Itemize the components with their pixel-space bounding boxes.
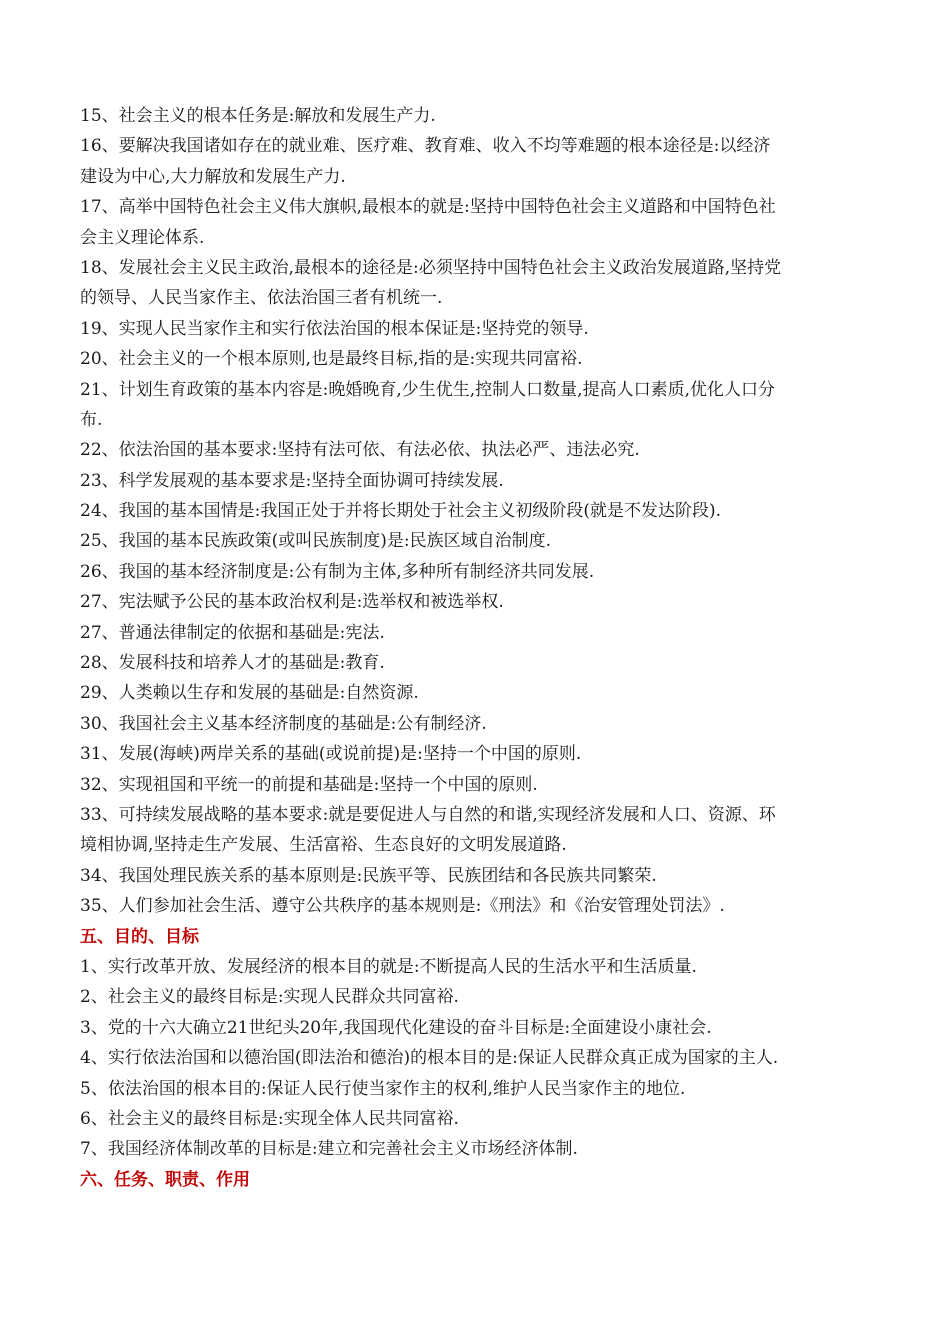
text-line: 的领导、人民当家作主、依法治国三者有机统一.	[80, 288, 443, 309]
text-line: 20、社会主义的一个根本原则,也是最终目标,指的是:实现共同富裕.	[80, 349, 583, 370]
text-line: 18、发展社会主义民主政治,最根本的途径是:必须坚持中国特色社会主义政治发展道路,坚持党	[80, 257, 782, 278]
text-line: 35、人们参加社会生活、遵守公共秩序的基本规则是:《刑法》和《治安管理处罚法》.	[80, 896, 725, 917]
text-line: 15、社会主义的根本任务是:解放和发展生产力.	[80, 106, 436, 126]
text-line: 25、我国的基本民族政策(或叫民族制度)是:民族区域自治制度.	[80, 531, 552, 552]
text-line: 布.	[80, 409, 103, 430]
section-heading: 六、任务、职责、作用	[80, 1169, 250, 1190]
text-line: 23、科学发展观的基本要求是:坚持全面协调可持续发展.	[80, 470, 504, 491]
text-line: 22、依法治国的基本要求:坚持有法可依、有法必依、执法必严、违法必究.	[80, 440, 640, 461]
text-line: 7、我国经济体制改革的目标是:建立和完善社会主义市场经济体制.	[80, 1139, 578, 1160]
text-line: 19、实现人民当家作主和实行依法治国的根本保证是:坚持党的领导.	[80, 318, 589, 339]
text-line: 16、要解决我国诸如存在的就业难、医疗难、教育难、收入不均等难题的根本途径是:以经济	[80, 136, 771, 157]
text-line: 27、宪法赋予公民的基本政治权利是:选举权和被选举权.	[80, 592, 504, 613]
text-line: 17、高举中国特色社会主义伟大旗帜,最根本的就是:坚持中国特色社会主义道路和中国特色社	[80, 197, 776, 218]
text-line: 5、依法治国的根本目的:保证人民行使当家作主的权利,维护人民当家作主的地位.	[80, 1078, 686, 1099]
text-line: 1、实行改革开放、发展经济的根本目的就是:不断提高人民的生活水平和生活质量.	[80, 956, 697, 977]
text-line: 3、党的十六大确立21世纪头20年,我国现代化建设的奋斗目标是:全面建设小康社会.	[80, 1017, 712, 1038]
text-line: 建设为中心,大力解放和发展生产力.	[80, 166, 346, 187]
text-line: 30、我国社会主义基本经济制度的基础是:公有制经济.	[80, 713, 487, 734]
text-line: 27、普通法律制定的依据和基础是:宪法.	[80, 622, 385, 643]
text-line: 21、计划生育政策的基本内容是:晚婚晚育,少生优生,控制人口数量,提高人口素质,优化人口分	[80, 379, 775, 400]
text-line: 34、我国处理民族关系的基本原则是:民族平等、民族团结和各民族共同繁荣.	[80, 865, 657, 886]
text-line: 4、实行依法治国和以德治国(即法治和德治)的根本目的是:保证人民群众真正成为国家的主人.	[80, 1048, 779, 1069]
text-line: 33、可持续发展战略的基本要求:就是要促进人与自然的和谐,实现经济发展和人口、资源、环	[80, 804, 776, 825]
text-line: 28、发展科技和培养人才的基础是:教育.	[80, 653, 385, 674]
document-body	[80, 101, 860, 1195]
text-line: 2、社会主义的最终目标是:实现人民群众共同富裕.	[80, 987, 459, 1008]
text-line: 29、人类赖以生存和发展的基础是:自然资源.	[80, 683, 419, 704]
text-line: 24、我国的基本国情是:我国正处于并将长期处于社会主义初级阶段(就是不发达阶段).	[80, 501, 722, 522]
text-line: 境相协调,坚持走生产发展、生活富裕、生态良好的文明发展道路.	[80, 835, 567, 856]
text-line: 31、发展(海峡)两岸关系的基础(或说前提)是:坚持一个中国的原则.	[80, 744, 582, 765]
section-heading: 五、目的、目标	[80, 926, 199, 947]
text-line: 32、实现祖国和平统一的前提和基础是:坚持一个中国的原则.	[80, 774, 538, 795]
text-line: 会主义理论体系.	[80, 227, 205, 248]
text-line: 6、社会主义的最终目标是:实现全体人民共同富裕.	[80, 1108, 459, 1129]
text-line: 26、我国的基本经济制度是:公有制为主体,多种所有制经济共同发展.	[80, 561, 595, 582]
